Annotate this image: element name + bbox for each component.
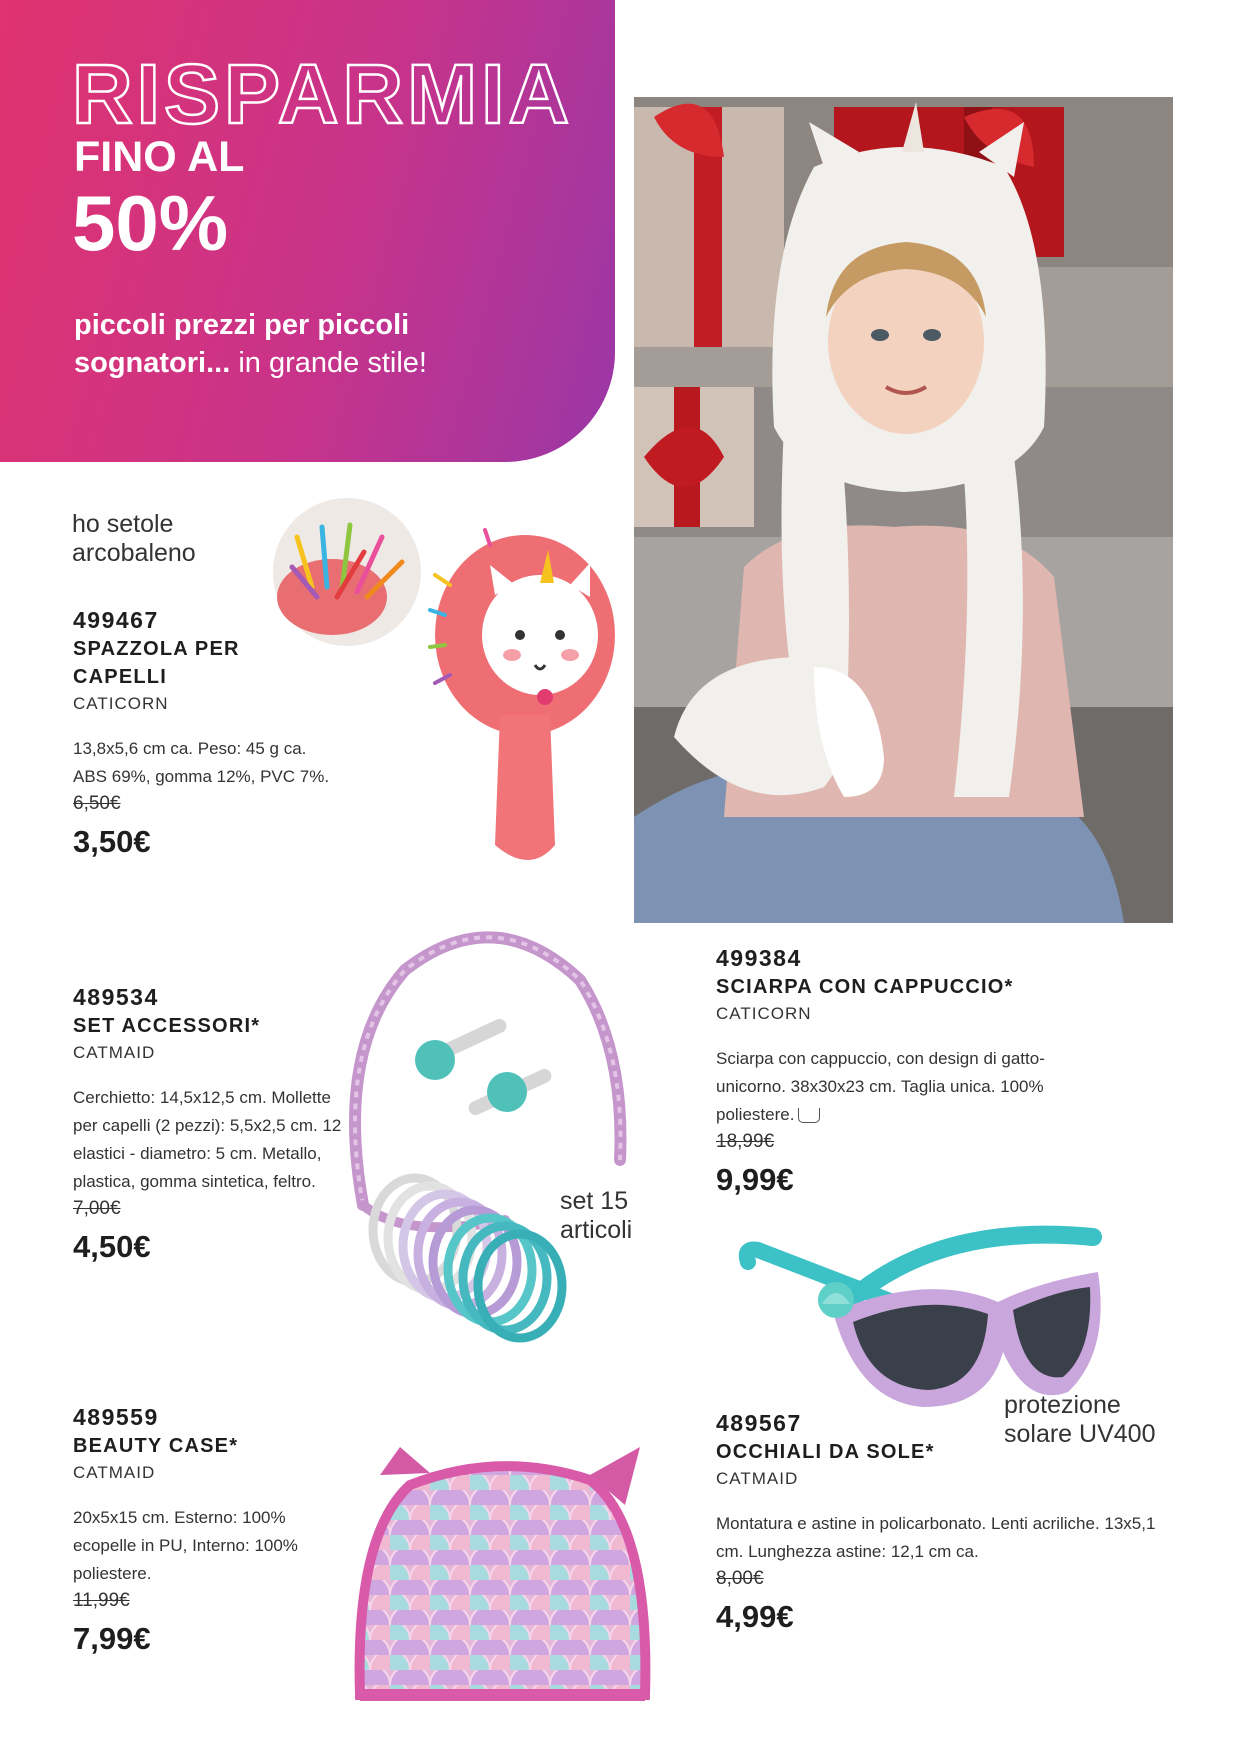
product-code: 489534 [73,984,159,1010]
product-price: 9,99€ [716,1162,794,1197]
product-name: SCIARPA CON CAPPUCCIO* [716,976,1014,998]
product-old-price: 6,50€ [73,793,121,814]
banner-tagline [74,306,494,382]
product-code: 499384 [716,945,802,971]
product-beauty-case [73,1402,333,1660]
product-code: 489559 [73,1404,159,1430]
product-name: SET ACCESSORI* [73,1015,261,1037]
product-name: SPAZZOLA PER CAPELLI [73,638,240,688]
product-brand: CATMAID [73,1043,156,1062]
tagline-rest: in grande stile! [230,347,427,379]
product-old-price: 18,99€ [716,1131,775,1152]
product-price: 4,50€ [73,1229,151,1264]
product-brand: CATMAID [716,1469,799,1488]
banner-headline: RISPARMIA [72,47,574,141]
product-brush [73,605,338,863]
product-name: OCCHIALI DA SOLE* [716,1441,935,1463]
product-brand: CATICORN [716,1004,812,1023]
product-description [716,1045,1076,1129]
product-name: BEAUTY CASE* [73,1435,239,1457]
product-code: 499467 [73,607,159,633]
note-set: set 15 articoli [560,1187,633,1244]
hero-photo [634,97,1173,923]
tagline-bold: piccoli prezzi per piccoli sognatori... [74,309,410,379]
note-brush: ho setole arcobaleno [72,510,196,567]
product-description: Montatura e astine in policarbonato. Lenti acriliche. 13x5,1 cm. Lunghezza astine: 12,1 cm ca. [716,1514,1156,1561]
note-sunglasses: protezione solare UV400 [1004,1391,1156,1448]
product-old-price: 7,00€ [73,1198,121,1219]
accessory-set-image [345,920,645,1410]
product-old-price: 11,99€ [73,1590,130,1611]
product-scarf [716,943,1076,1201]
beauty-case-image [350,1445,650,1710]
product-description: 20x5x15 cm. Esterno: 100% ecopelle in PU, Interno: 100% poliestere. [73,1508,298,1583]
product-code: 489567 [716,1410,802,1436]
product-brand: CATICORN [73,694,169,713]
banner-subheadline: FINO AL [74,133,245,181]
product-description: Cerchietto: 14,5x12,5 cm. Mollette per capelli (2 pezzi): 5,5x2,5 cm. 12 elastici - diametro: 5 cm. Metallo, plastica, gomma sintetica, feltro. [73,1088,342,1191]
banner-percent: 50% [72,179,229,267]
hero-photo-illustration [634,97,1173,923]
product-price: 3,50€ [73,824,151,859]
hairbrush-image [430,525,630,885]
wash-care-icon [798,1108,820,1123]
description-text: Sciarpa con cappuccio, con design di gatto-unicorno. 38x30x23 cm. Taglia unica. 100% poliestere. [716,1049,1045,1124]
product-price: 7,99€ [73,1621,151,1656]
product-description: 13,8x5,6 cm ca. Peso: 45 g ca. ABS 69%, gomma 12%, PVC 7%. [73,739,330,786]
product-accessory-set [73,982,353,1268]
product-old-price: 8,00€ [716,1568,764,1589]
promo-banner [0,0,615,462]
product-brand: CATMAID [73,1463,156,1482]
product-price: 4,99€ [716,1599,794,1634]
product-sunglasses [716,1408,1196,1638]
